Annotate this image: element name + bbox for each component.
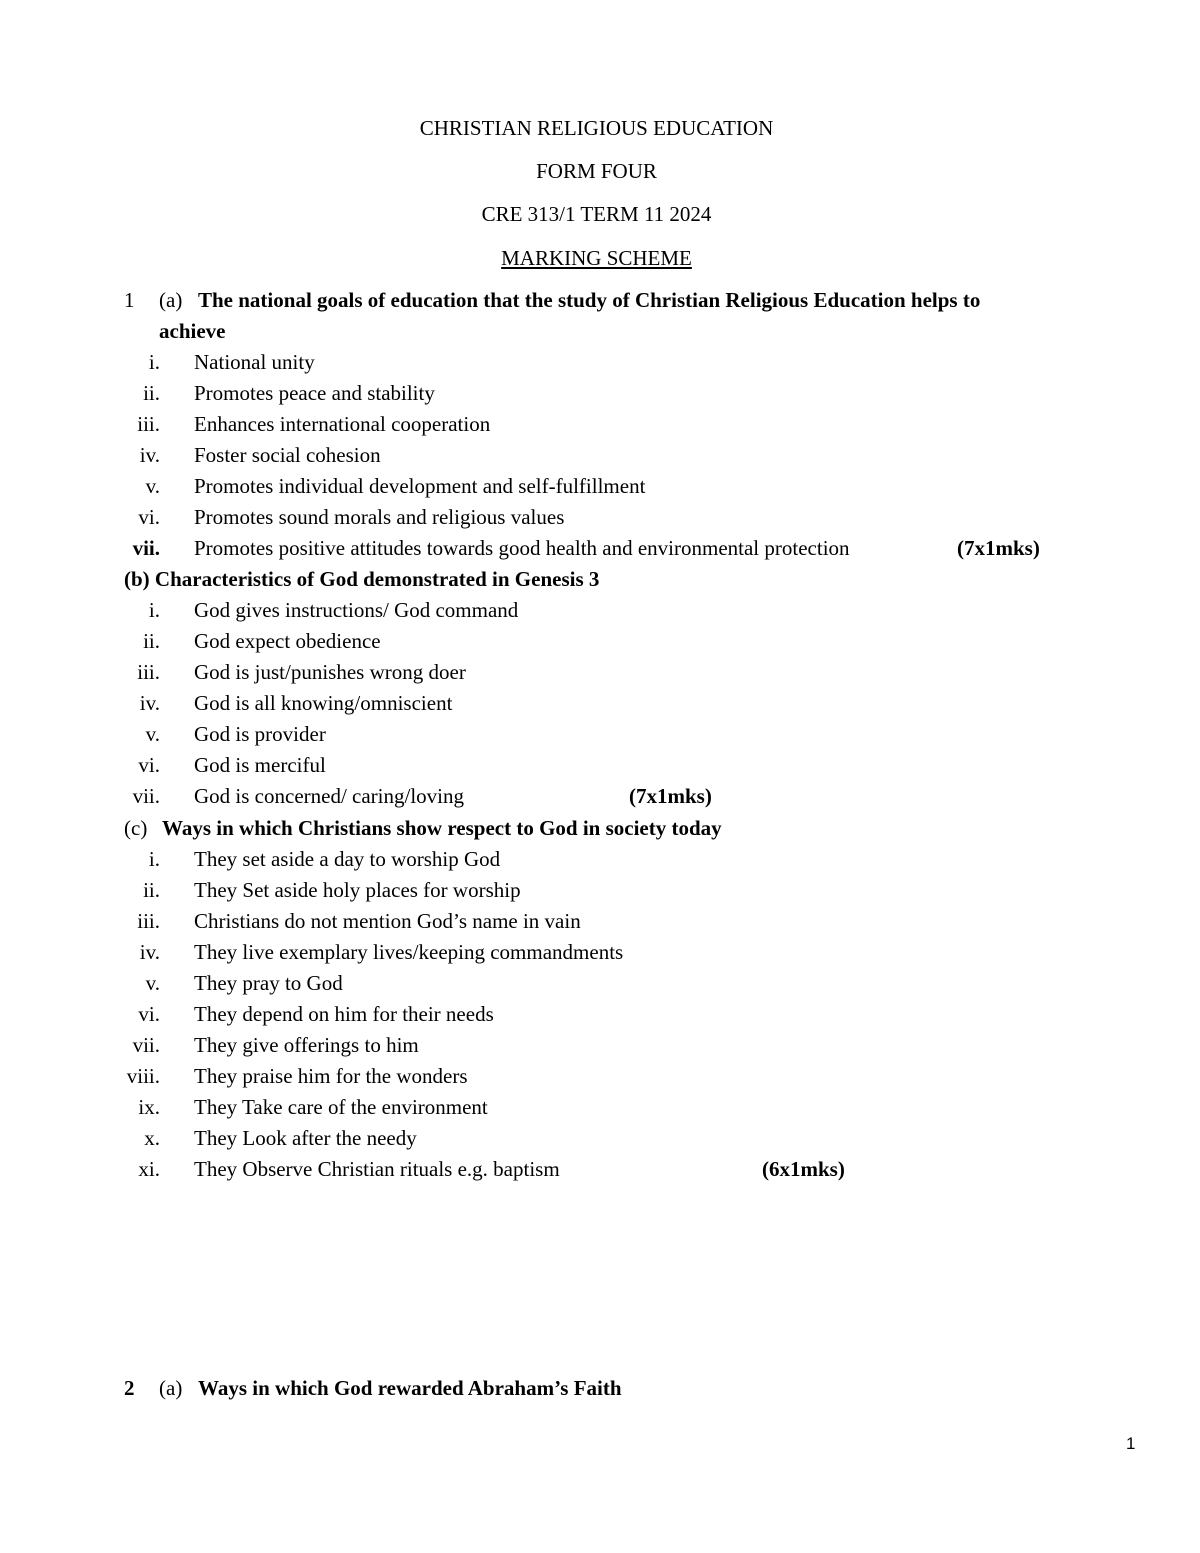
- q1a-heading-cont: achieve: [159, 319, 226, 343]
- q1c-heading: Ways in which Christians show respect to God in society today: [162, 816, 722, 840]
- list-item: God is all knowing/omniscient: [194, 691, 453, 715]
- q1b-heading: (b) Characteristics of God demonstrated in Genesis 3: [124, 567, 600, 591]
- list-item: God expect obedience: [194, 629, 381, 653]
- list-item: They live exemplary lives/keeping commandments: [194, 940, 624, 964]
- list-item-number: i.: [148, 847, 160, 871]
- list-item-number: vii.: [132, 1033, 160, 1057]
- list-item: Promotes individual development and self-fulfillment: [194, 474, 646, 498]
- list-item: God is merciful: [194, 753, 326, 777]
- q2a-heading: Ways in which God rewarded Abraham’s Faith: [198, 1376, 622, 1400]
- list-item: Enhances international cooperation: [194, 412, 491, 436]
- list-item: They depend on him for their needs: [194, 1002, 494, 1026]
- scheme-title: MARKING SCHEME: [501, 246, 692, 270]
- list-item-number: ix.: [138, 1095, 160, 1119]
- list-item: They Set aside holy places for worship: [194, 878, 521, 902]
- document-title: CHRISTIAN RELIGIOUS EDUCATION: [419, 116, 774, 140]
- list-item-number: v.: [145, 474, 160, 498]
- list-item: They Observe Christian rituals e.g. baptism: [194, 1157, 560, 1181]
- q1-number: 1: [124, 288, 135, 312]
- q1c-label: (c): [124, 816, 148, 840]
- list-item-number: vi.: [138, 1002, 160, 1026]
- list-item: They praise him for the wonders: [194, 1064, 468, 1088]
- list-item: They Take care of the environment: [194, 1095, 488, 1119]
- list-item-number: v.: [145, 971, 160, 995]
- list-item: God is provider: [194, 722, 326, 746]
- page-number: 1: [1126, 1434, 1136, 1453]
- list-item: Promotes positive attitudes towards good health and environmental protection: [194, 536, 850, 560]
- list-item: God is concerned/ caring/loving: [194, 784, 465, 808]
- list-item: Christians do not mention God’s name in vain: [194, 909, 581, 933]
- list-item-number: iii.: [137, 412, 160, 436]
- list-item: They set aside a day to worship God: [194, 847, 501, 871]
- list-item-number: i.: [148, 598, 160, 622]
- paper-code: CRE 313/1 TERM 11 2024: [481, 202, 712, 226]
- list-item-number: x.: [144, 1126, 160, 1150]
- list-item-number: iii.: [137, 660, 160, 684]
- list-item: National unity: [194, 350, 315, 374]
- list-item: They pray to God: [194, 971, 343, 995]
- list-item-number: ii.: [143, 878, 160, 902]
- list-item-number: vii.: [132, 784, 160, 808]
- q1a-heading: The national goals of education that the study of Christian Religious Education helps to: [198, 288, 981, 312]
- list-item-number: ii.: [143, 381, 160, 405]
- list-item-number: xi.: [138, 1157, 160, 1181]
- list-item-number: vii.: [132, 536, 160, 560]
- list-item: Promotes sound morals and religious values: [194, 505, 565, 529]
- form-label: FORM FOUR: [536, 159, 657, 183]
- list-item: God is just/punishes wrong doer: [194, 660, 466, 684]
- list-item-number: vi.: [138, 753, 160, 777]
- list-item: God gives instructions/ God command: [194, 598, 519, 622]
- list-item-number: iii.: [137, 909, 160, 933]
- q1b-marks: (7x1mks): [629, 784, 712, 808]
- list-item-number: viii.: [126, 1064, 160, 1088]
- q2a-label: (a): [159, 1376, 183, 1400]
- list-item-number: i.: [148, 350, 160, 374]
- list-item: Foster social cohesion: [194, 443, 381, 467]
- q2-number: 2: [124, 1376, 135, 1400]
- list-item-number: v.: [145, 722, 160, 746]
- list-item-number: iv.: [139, 691, 160, 715]
- q1c-marks: (6x1mks): [762, 1157, 845, 1181]
- list-item: They Look after the needy: [194, 1126, 417, 1150]
- list-item-number: iv.: [139, 443, 160, 467]
- q1a-label: (a): [159, 288, 183, 312]
- list-item-number: iv.: [139, 940, 160, 964]
- list-item-number: ii.: [143, 629, 160, 653]
- list-item: They give offerings to him: [194, 1033, 419, 1057]
- list-item-number: vi.: [138, 505, 160, 529]
- q1a-marks: (7x1mks): [957, 536, 1040, 560]
- list-item: Promotes peace and stability: [194, 381, 435, 405]
